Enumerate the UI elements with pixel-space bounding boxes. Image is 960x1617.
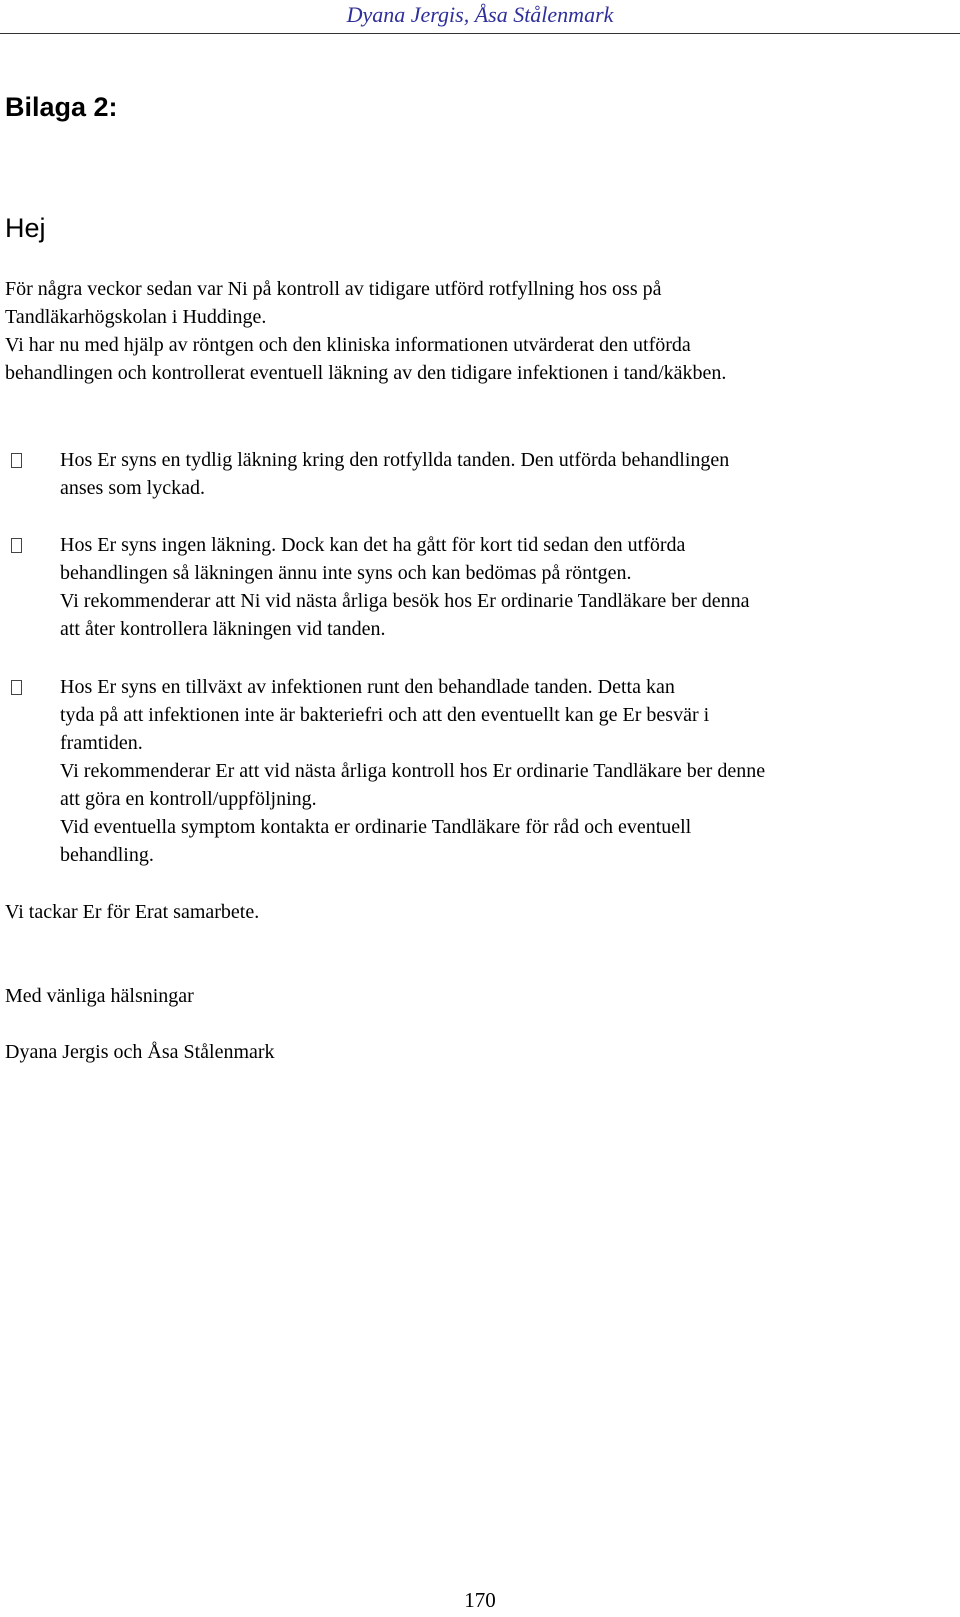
running-header: Dyana Jergis, Åsa Stålenmark	[346, 2, 614, 27]
option-line: behandlingen så läkningen ännu inte syns och kan bedömas på röntgen.	[60, 562, 632, 584]
intro-line: Vi har nu med hjälp av röntgen och den kliniska informationen utvärderat den utförda	[5, 334, 691, 356]
option-line: Hos Er syns ingen läkning. Dock kan det ha gått för kort tid sedan den utförda	[60, 534, 686, 556]
closing-line: Med vänliga hälsningar	[5, 985, 194, 1007]
intro-line: Tandläkarhögskolan i Huddinge.	[5, 306, 267, 328]
thanks-line: Vi tackar Er för Erat samarbete.	[5, 901, 260, 923]
checkbox[interactable]	[11, 538, 22, 553]
option-line: Vi rekommenderar Er att vid nästa årliga kontroll hos Er ordinarie Tandläkare ber denne	[60, 760, 766, 782]
intro-line: behandlingen och kontrollerat eventuell läkning av den tidigare infektionen i tand/käkben.	[5, 362, 727, 384]
checkbox[interactable]	[11, 680, 22, 695]
intro-line: För några veckor sedan var Ni på kontroll av tidigare utförd rotfyllning hos oss på	[5, 278, 662, 300]
option-line: tyda på att infektionen inte är bakteriefri och att den eventuellt kan ge Er besvär i	[60, 704, 710, 726]
checkbox[interactable]	[11, 453, 22, 468]
signature-line: Dyana Jergis och Åsa Stålenmark	[5, 1041, 275, 1063]
option-line: framtiden.	[60, 732, 143, 754]
option-line: behandling.	[60, 844, 154, 866]
option-line: att göra en kontroll/uppföljning.	[60, 788, 317, 810]
option-line: anses som lyckad.	[60, 477, 205, 499]
option-line: att åter kontrollera läkningen vid tanden.	[60, 618, 386, 640]
option-line: Vid eventuella symptom kontakta er ordinarie Tandläkare för råd och eventuell	[60, 816, 692, 838]
greeting: Hej	[5, 213, 46, 243]
option-line: Hos Er syns en tydlig läkning kring den rotfyllda tanden. Den utförda behandlingen	[60, 449, 730, 471]
header-divider	[0, 33, 960, 34]
page-title: Bilaga 2:	[5, 92, 118, 122]
page-number: 170	[464, 1588, 496, 1612]
option-line: Vi rekommenderar att Ni vid nästa årliga besök hos Er ordinarie Tandläkare ber denna	[60, 590, 750, 612]
option-line: Hos Er syns en tillväxt av infektionen runt den behandlade tanden. Detta kan	[60, 676, 675, 698]
